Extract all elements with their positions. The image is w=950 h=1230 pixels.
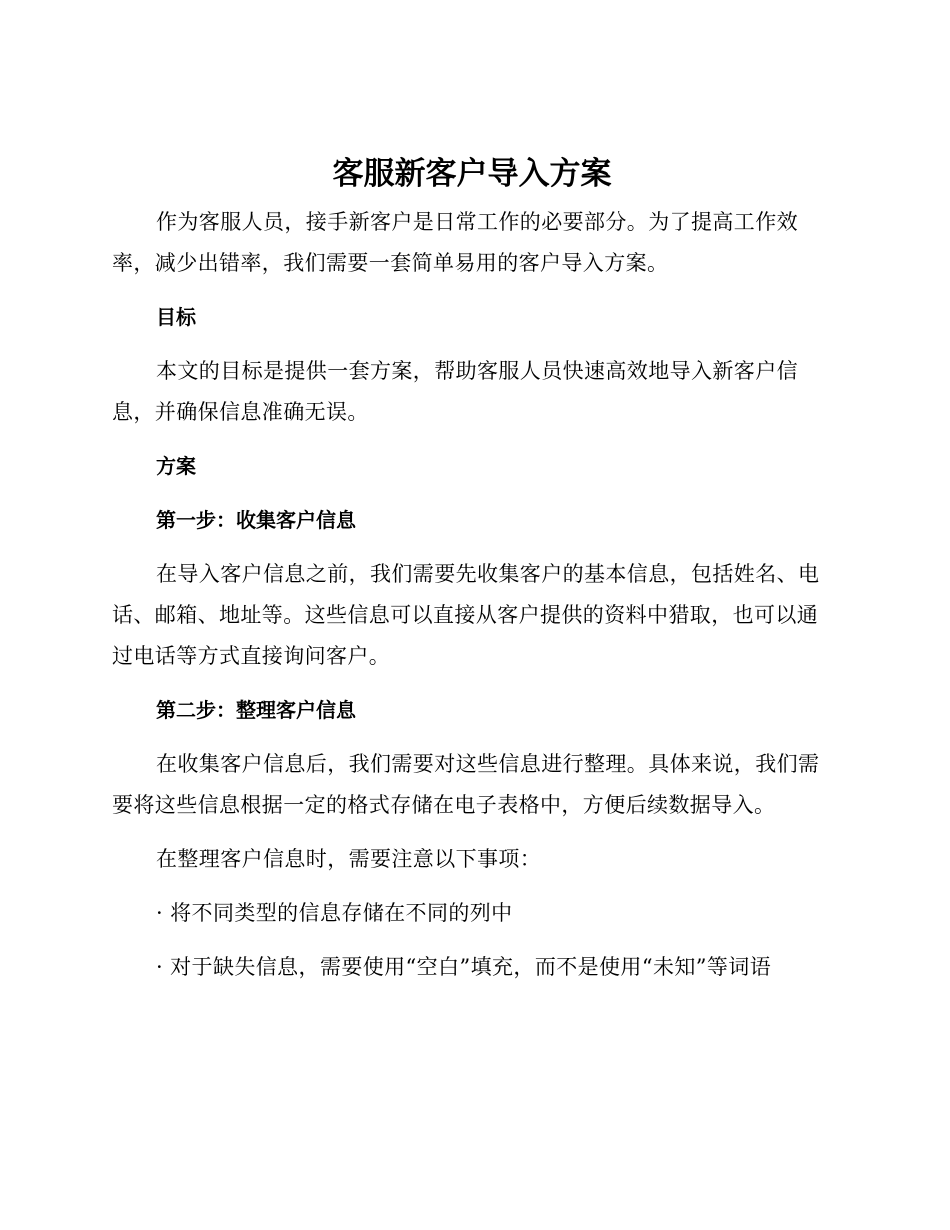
spacer [112, 677, 832, 690]
bullet-item: · 对于缺失信息，需要使用“空白”填充，而不是使用“未知”等词语 [156, 955, 772, 979]
spacer [112, 284, 832, 297]
step1-heading: 第一步：收集客户信息 [156, 508, 356, 532]
spacer [112, 541, 832, 554]
spacer [112, 433, 832, 446]
goal-heading: 目标 [156, 305, 196, 329]
document-title: 客服新客户导入方案 [332, 156, 612, 192]
spacer [112, 487, 832, 500]
step2-note: 在整理客户信息时，需要注意以下事项： [156, 847, 542, 871]
step1-paragraph: 在导入客户信息之前，我们需要先收集客户的基本信息，包括姓名、电话、邮箱、地址等。这些信息可以直接从客户提供的资料中猎取，也可以通过电话等方式直接询问客户。 [112, 562, 820, 668]
document-content [112, 146, 832, 988]
spacer [112, 731, 832, 744]
spacer [112, 338, 832, 351]
spacer [112, 934, 832, 947]
plan-heading: 方案 [156, 454, 196, 478]
intro-paragraph: 作为客服人员，接手新客户是日常工作的必要部分。为了提高工作效率，减少出错率，我们需要一套简单易用的客户导入方案。 [112, 210, 798, 275]
bullet-item: · 将不同类型的信息存储在不同的列中 [156, 901, 513, 925]
goal-paragraph: 本文的目标是提供一套方案，帮助客服人员快速高效地导入新客户信息，并确保信息准确无误。 [112, 359, 798, 424]
step2-heading: 第二步：整理客户信息 [156, 698, 356, 722]
step2-paragraph: 在收集客户信息后，我们需要对这些信息进行整理。具体来说，我们需要将这些信息根据一定的格式存储在电子表格中，方便后续数据导入。 [112, 752, 820, 817]
spacer [112, 880, 832, 893]
spacer [112, 826, 832, 839]
